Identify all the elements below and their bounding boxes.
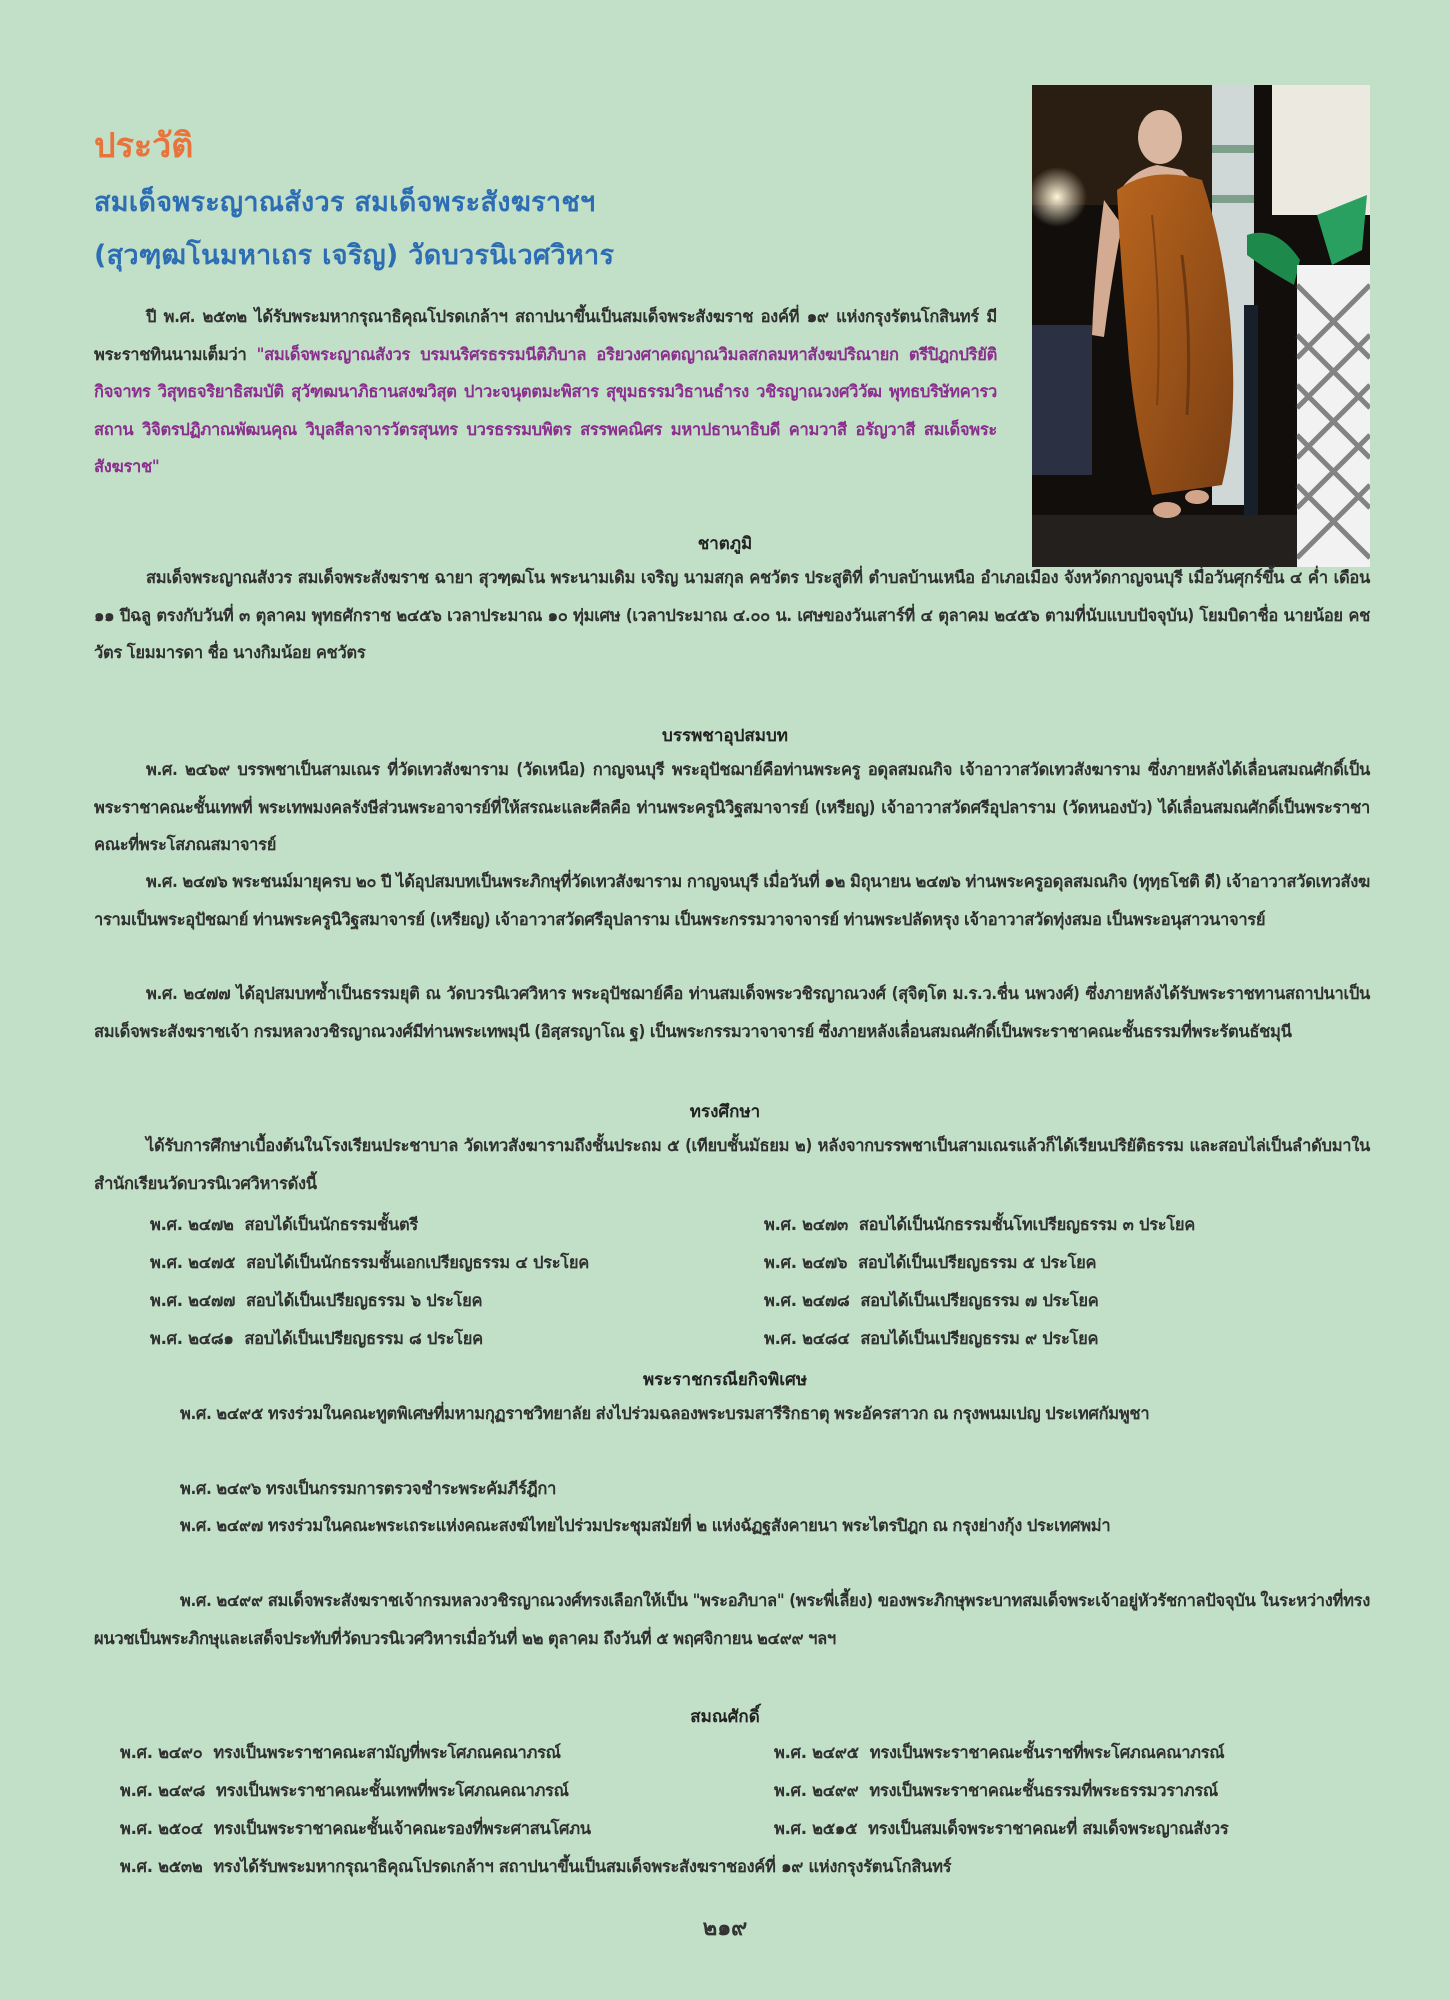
- ordination-paragraph-2: พ.ศ. ๒๔๗๖ พระชนม์มายุครบ ๒๐ ปี ได้อุปสมบทเป็นพระภิกษุที่วัดเทวสังฆาราม กาญจนบุรี เมื่อวันที่ ๑๒ มิถุนายน ๒๔๗๖ ท่านพระครูอดุลสมณกิจ (ทุทฺธโชติ ดี) เจ้าอาวาสวัดเทวสังฆารามเป็นพระอุปัชฌาย์ ท่านพระครูนิวิฐสมาจารย์ (เหรียญ) เจ้าอาวาสวัดศรีอุปลาราม เป็นพระกรรมวาจาจารย์ ท่านพระปลัดหรุง เจ้าอาวาสวัดทุ่งสมอ เป็นพระอนุสาวนาจารย์: [94, 872, 1370, 929]
- item-year: พ.ศ. ๒๔๙๘: [120, 1781, 206, 1800]
- education-item: [764, 1250, 1096, 1276]
- item-desc: ทรงเป็นสมเด็จพระราชาคณะที่ สมเด็จพระญาณสังวร: [868, 1819, 1229, 1838]
- rank-item: [120, 1778, 569, 1804]
- item-desc: สอบได้เป็นเปรียญธรรม ๙ ประโยค: [860, 1329, 1099, 1348]
- item-year: พ.ศ. ๒๕๓๒: [120, 1857, 203, 1876]
- item-year: พ.ศ. ๒๔๙๐: [120, 1743, 203, 1762]
- education-item: [150, 1288, 482, 1314]
- mission-paragraph-1: พ.ศ. ๒๔๙๕ ทรงร่วมในคณะทูตพิเศษที่มหามกุฏราชวิทยาลัย ส่งไปร่วมฉลองพระบรมสารีริกธาตุ พระอัครสาวก ณ กรุงพนมเปญ ประเทศกัมพูชา: [180, 1404, 1150, 1423]
- page-title: ประวัติ: [94, 126, 194, 166]
- intro-text: ปี พ.ศ. ๒๕๓๒ ได้รับพระมหากรุณาธิคุณโปรดเกล้าฯ สถาปนาขึ้นเป็นสมเด็จพระสังฆราช องค์ที่ ๑๙ แห่งกรุงรัตนโกสินทร์ มีพระราชทินนามเต็มว่า: [94, 307, 997, 364]
- ordination-paragraph-1: พ.ศ. ๒๔๖๙ บรรพชาเป็นสามเณร ที่วัดเทวสังฆาราม (วัดเหนือ) กาญจนบุรี พระอุปัชฌาย์คือท่านพระครู อดุลสมณกิจ เจ้าอาวาสวัดเทวสังฆาราม ซึ่งภายหลังได้เลื่อนสมณศักดิ์เป็น พระราชาคณะชั้นเทพที่ พระเทพมงคลรังษีส่วนพระอาจารย์ที่ให้สรณะและศีลคือ ท่านพระครูนิวิฐสมาจารย์ (เหรียญ) เจ้าอาวาสวัดศรีอุปลาราม (วัดหนองบัว) ได้เลื่อนสมณศักดิ์เป็นพระราชาคณะที่พระโสภณสมาจารย์: [94, 760, 1370, 854]
- ordination-paragraph-3: พ.ศ. ๒๔๗๗ ได้อุปสมบทซ้ำเป็นธรรมยุติ ณ วัดบวรนิเวศวิหาร พระอุปัชฌาย์คือ ท่านสมเด็จพระวชิรญาณวงศ์ (สุจิตฺโต ม.ร.ว.ชื่น นพวงศ์) ซึ่งภายหลังได้รับพระราชทานสถาปนาเป็นสมเด็จพระสังฆราชเจ้า กรมหลวงวชิรญาณวงศ์มีท่านพระเทพมุนี (อิสฺสรญาโณ ฐ) เป็นพระกรรมวาจาจารย์ ซึ่งภายหลังเลื่อนสมณศักดิ์เป็นพระราชาคณะชั้นธรรมที่พระรัตนธัชมุนี: [94, 984, 1370, 1041]
- rank-item: [774, 1816, 1228, 1842]
- education-item: [764, 1288, 1098, 1314]
- item-desc: สอบได้เป็นเปรียญธรรม ๕ ประโยค: [858, 1253, 1097, 1272]
- section-heading-missions: พระราชกรณียกิจพิเศษ: [642, 1370, 808, 1390]
- item-desc: สอบได้เป็นนักธรรมชั้นตรี: [244, 1215, 418, 1234]
- item-desc: สอบได้เป็นนักธรรมชั้นโทเปรียญธรรม ๓ ประโยค: [858, 1215, 1196, 1234]
- section-heading-ranks: สมณศักดิ์: [690, 1707, 760, 1727]
- section-heading-ordination: บรรพชาอุปสมบท: [662, 726, 788, 746]
- education-item: [150, 1212, 418, 1238]
- rank-item: [120, 1740, 561, 1766]
- item-desc: ทรงได้รับพระมหากรุณาธิคุณโปรดเกล้าฯ สถาปนาขึ้นเป็นสมเด็จพระสังฆราชองค์ที่ ๑๙ แห่งกรุงรัตนโกสินทร์: [213, 1857, 952, 1876]
- education-item: [764, 1326, 1098, 1352]
- item-desc: ทรงเป็นพระราชาคณะชั้นธรรมที่พระธรรมวราภรณ์: [869, 1781, 1218, 1800]
- rank-item: [120, 1816, 591, 1842]
- item-year: พ.ศ. ๒๔๗๕: [150, 1253, 236, 1272]
- item-year: พ.ศ. ๒๔๗๒: [150, 1215, 234, 1234]
- section-heading-education: ทรงศึกษา: [689, 1102, 761, 1122]
- rank-item-final: [120, 1854, 951, 1880]
- subtitle-line-1: สมเด็จพระญาณสังวร สมเด็จพระสังฆราชฯ: [94, 187, 596, 218]
- item-desc: ทรงเป็นพระราชาคณะชั้นเจ้าคณะรองที่พระศาสนโศภน: [213, 1819, 591, 1838]
- royal-title-highlight: "สมเด็จพระญาณสังวร บรมนริศรธรรมนีติภิบาล อริยวงศาคตญาณวิมลสกลมหาสังฆปริณายก ตรีปิฎกปริยัติกิจจาทร วิสุทธจริยาธิสมบัติ สุวัฑฒนาภิธานสงฆวิสุต ปาวะจนุตตมะพิสาร สุขุมธรรมวิธานธำรง วชิรญาณวงศวิวัฒ พุทธบริษัทคารวสถาน วิจิตรปฏิภาณพัฒนคุณ วิบุลสีลาจารวัตรสุนทร บวรธรรมบพิตร สรรพคณิศร มหาปธานาธิบดี คามวาสี อรัญวาสี สมเด็จพระสังฆราช": [94, 344, 997, 476]
- item-year: พ.ศ. ๒๔๗๓: [764, 1215, 848, 1234]
- item-year: พ.ศ. ๒๔๘๑: [150, 1329, 234, 1348]
- item-desc: ทรงเป็นพระราชาคณะสามัญที่พระโศภณคณาภรณ์: [213, 1743, 561, 1762]
- education-item: [150, 1326, 483, 1352]
- item-year: พ.ศ. ๒๔๗๘: [764, 1291, 850, 1310]
- section-heading-birth: ชาตภูมิ: [697, 534, 753, 554]
- page-number: ๒๑๙: [702, 1915, 748, 1941]
- item-year: พ.ศ. ๒๔๙๙: [774, 1781, 859, 1800]
- education-item: [764, 1212, 1195, 1238]
- item-desc: ทรงเป็นพระราชาคณะชั้นราชที่พระโศภณคณาภรณ์: [869, 1743, 1225, 1762]
- item-desc: สอบได้เป็นนักธรรมชั้นเอกเปรียญธรรม ๔ ประโยค: [246, 1253, 589, 1272]
- item-year: พ.ศ. ๒๔๗๖: [764, 1253, 848, 1272]
- subtitle-line-2: (สุวฑฺฒโนมหาเถร เจริญ) วัดบวรนิเวศวิหาร: [94, 240, 615, 271]
- item-desc: สอบได้เป็นเปรียญธรรม ๖ ประโยค: [246, 1291, 483, 1310]
- mission-paragraph-4: พ.ศ. ๒๔๙๙ สมเด็จพระสังฆราชเจ้ากรมหลวงวชิรญาณวงศ์ทรงเลือกให้เป็น "พระอภิบาล" (พระพี่เลี้ยง) ของพระภิกษุพระบาทสมเด็จพระเจ้าอยู่หัวรัชกาลปัจจุบัน ในระหว่างที่ทรงผนวชเป็นพระภิกษุและเสด็จประทับที่วัดบวรนิเวศวิหารเมื่อวันที่ ๒๒ ตุลาคม ถึงวันที่ ๕ พฤศจิกายน ๒๔๙๙ ฯลฯ: [94, 1591, 1370, 1648]
- education-paragraph: ได้รับการศึกษาเบื้องต้นในโรงเรียนประชาบาล วัดเทวสังฆารามถึงชั้นประถม ๕ (เทียบชั้นมัธยม ๒) หลังจากบรรพชาเป็นสามเณรแล้วก็ได้เรียนปริยัติธรรม และสอบไล่เป็นลำดับมาในสำนักเรียนวัดบวรนิเวศวิหารดังนี้: [94, 1136, 1370, 1193]
- item-year: พ.ศ. ๒๔๗๗: [150, 1291, 236, 1310]
- birth-paragraph: สมเด็จพระญาณสังวร สมเด็จพระสังฆราช ฉายา สุวฑฺฒโน พระนามเดิม เจริญ นามสกุล คชวัตร ประสูติที่ ตำบลบ้านเหนือ อำเภอเมือง จังหวัดกาญจนบุรี เมื่อวันศุกร์ขึ้น ๔ ค่ำ เดือน ๑๑ ปีฉลู ตรงกับวันที่ ๓ ตุลาคม พุทธศักราช ๒๔๕๖ เวลาประมาณ ๑๐ ทุ่มเศษ (เวลาประมาณ ๔.๐๐ น. เศษของวันเสาร์ที่ ๔ ตุลาคม ๒๔๕๖ ตามที่นับแบบปัจจุบัน) โยมบิดาชื่อ นายน้อย คชวัตร โยมมารดา ชื่อ นางกิมน้อย คชวัตร: [94, 568, 1370, 662]
- item-desc: ทรงเป็นพระราชาคณะชั้นเทพที่พระโศภณคณาภรณ์: [216, 1781, 569, 1800]
- item-year: พ.ศ. ๒๔๙๕: [774, 1743, 859, 1762]
- rank-item: [774, 1778, 1218, 1804]
- mission-paragraph-2: พ.ศ. ๒๔๙๖ ทรงเป็นกรรมการตรวจชำระพระคัมภีร์ฎีกา: [180, 1479, 557, 1498]
- rank-item: [774, 1740, 1224, 1766]
- portrait-photo: [1032, 85, 1370, 567]
- item-year: พ.ศ. ๒๔๘๔: [764, 1329, 850, 1348]
- intro-paragraph: [94, 298, 997, 486]
- education-item: [150, 1250, 589, 1276]
- monk-photo-illustration: [1032, 85, 1370, 567]
- item-desc: สอบได้เป็นเปรียญธรรม ๘ ประโยค: [244, 1329, 483, 1348]
- item-year: พ.ศ. ๒๕๐๔: [120, 1819, 203, 1838]
- item-year: พ.ศ. ๒๕๑๕: [774, 1819, 858, 1838]
- mission-paragraph-3: พ.ศ. ๒๔๙๗ ทรงร่วมในคณะพระเถระแห่งคณะสงฆ์ไทยไปร่วมประชุมสมัยที่ ๒ แห่งฉัฏฐสังคายนา พระไตรปิฎก ณ กรุงย่างกุ้ง ประเทศพม่า: [180, 1516, 1111, 1535]
- item-desc: สอบได้เป็นเปรียญธรรม ๗ ประโยค: [860, 1291, 1099, 1310]
